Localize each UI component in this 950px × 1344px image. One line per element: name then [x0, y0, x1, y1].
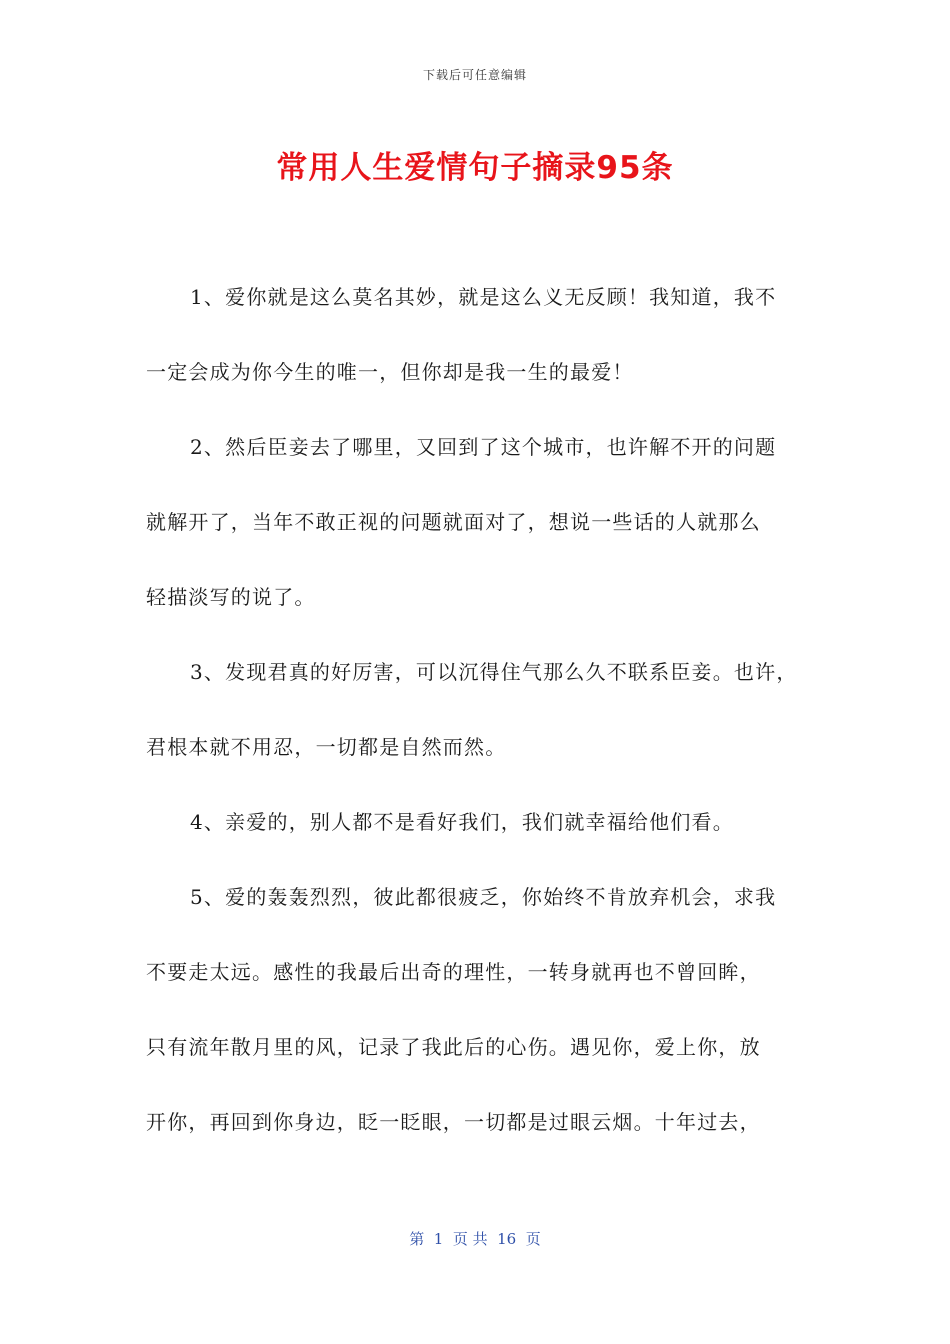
text-line: 不要走太远。感性的我最后出奇的理性，一转身就再也不曾回眸，	[146, 960, 761, 984]
text-line: 君根本就不用忍，一切都是自然而然。	[146, 735, 507, 759]
text-line: 就解开了，当年不敢正视的问题就面对了，想说一些话的人就那么	[146, 510, 761, 534]
text-line: 一定会成为你今生的唯一，但你却是我一生的最爱！	[146, 360, 634, 384]
document-body	[146, 276, 818, 1176]
text-line: 1、爱你就是这么莫名其妙，就是这么义无反顾！我知道，我不	[190, 285, 777, 309]
text-line: 4、亲爱的，别人都不是看好我们，我们就幸福给他们看。	[190, 810, 734, 834]
text-line: 2、然后臣妾去了哪里，又回到了这个城市，也许解不开的问题	[190, 435, 777, 459]
header-note: 下载后可任意编辑	[422, 68, 527, 82]
text-line: 3、发现君真的好厉害，可以沉得住气那么久不联系臣妾。也许，	[190, 660, 798, 684]
document-title: 常用人生爱情句子摘录95条	[276, 150, 674, 186]
text-line: 只有流年散月里的风，记录了我此后的心伤。遇见你，爱上你，放	[146, 1035, 761, 1059]
text-line: 5、爱的轰轰烈烈，彼此都很疲乏，你始终不肯放弃机会，求我	[190, 885, 777, 909]
text-line: 轻描淡写的说了。	[146, 585, 316, 609]
text-line: 开你，再回到你身边，眨一眨眼，一切都是过眼云烟。十年过去，	[146, 1110, 761, 1134]
page-footer: 第 1 页 共 16 页	[409, 1230, 541, 1248]
